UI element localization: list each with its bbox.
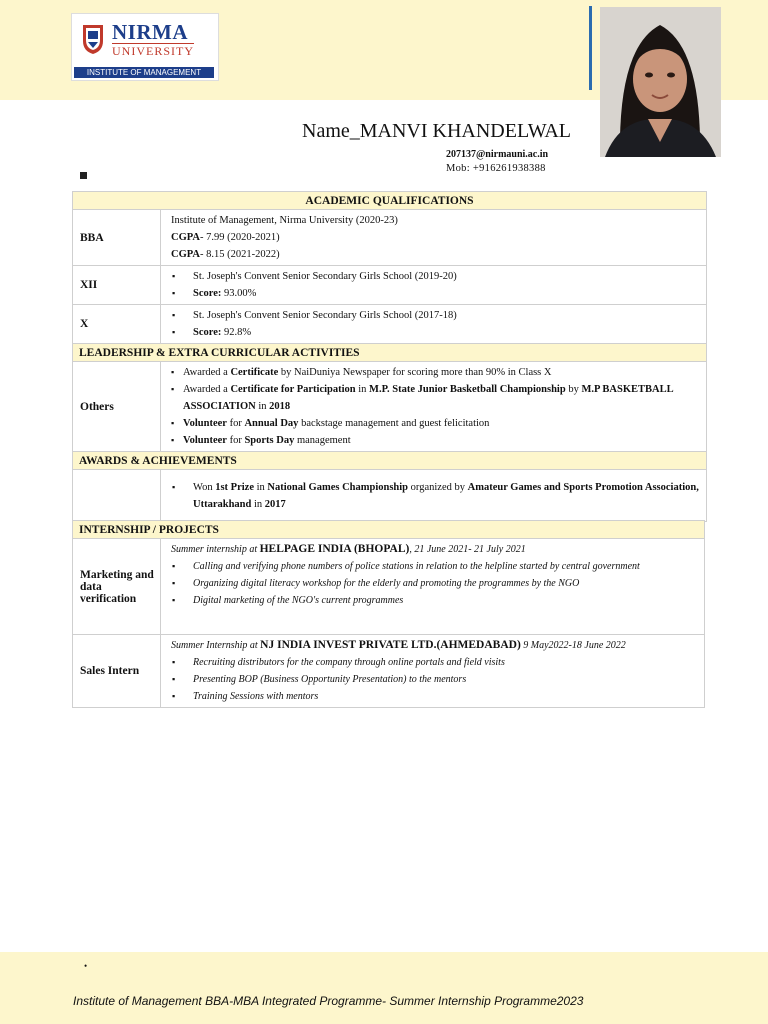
internship-header: INTERNSHIP / PROJECTS [73, 521, 705, 539]
xii-details [161, 266, 707, 305]
leadership-item-4: ▪ Volunteer for Sports Day management [171, 432, 700, 449]
sales-heading: Summer Internship at NJ INDIA INVEST PRIVATE LTD.(AHMEDABAD) 9 May2022-18 June 2022 [171, 639, 626, 651]
bba-cgpa-1: CGPA- 7.99 (2020-2021) [171, 232, 280, 243]
marketing-point-2: ▪ Organizing digital literacy workshop for the elderly and promoting the programmes by the NGO [171, 575, 698, 592]
marketing-point-1: ▪ Calling and verifying phone numbers of police stations in relation to the helpline started by central government [171, 558, 698, 575]
x-details [161, 305, 707, 344]
bba-institute: Institute of Management, Nirma University (2020-23) [171, 215, 398, 226]
sales-point-1: ▪ Recruiting distributors for the company through online portals and field visits [171, 654, 698, 671]
header-divider [589, 6, 592, 90]
qualifications-table [72, 191, 707, 522]
logo-strip: INSTITUTE OF MANAGEMENT [74, 67, 214, 78]
candidate-name: Name_MANVI KHANDELWAL [302, 120, 572, 142]
x-school: ▪ St. Joseph's Convent Senior Secondary Girls School (2017-18) [171, 307, 700, 324]
bba-cgpa-2: CGPA- 8.15 (2021-2022) [171, 249, 280, 260]
leadership-header: LEADERSHIP & EXTRA CURRICULAR ACTIVITIES [73, 344, 707, 362]
email-address: 207137@nirmauni.ac.in [446, 149, 549, 160]
square-bullet-icon [80, 172, 87, 179]
logo-brand: NIRMA [112, 20, 188, 44]
sales-details [161, 635, 705, 708]
logo-subtitle: UNIVERSITY [112, 44, 194, 58]
awards-header: AWARDS & ACHIEVEMENTS [73, 452, 707, 470]
awards-details [161, 470, 707, 522]
profile-photo [600, 7, 721, 157]
sales-point-2: ▪ Presenting BOP (Business Opportunity Presentation) to the mentors [171, 671, 698, 688]
marketing-details [161, 539, 705, 635]
row-label-marketing: Marketing and data verification [73, 539, 161, 635]
row-label-bba: BBA [73, 210, 161, 266]
academic-header: ACADEMIC QUALIFICATIONS [73, 192, 707, 210]
leadership-details [161, 362, 707, 452]
row-label-x: X [73, 305, 161, 344]
leadership-item-3: ▪ Volunteer for Annual Day backstage management and guest felicitation [171, 415, 700, 432]
internship-table [72, 520, 705, 708]
footer-band [0, 952, 768, 1024]
marketing-point-3: ▪ Digital marketing of the NGO's current programmes [171, 592, 698, 609]
university-crest-icon [81, 23, 105, 55]
portrait-image [600, 7, 721, 157]
footer-bullet: • [84, 961, 88, 971]
footer-text: Institute of Management BBA-MBA Integrated Programme- Summer Internship Programme2023 [73, 994, 584, 1008]
row-label-awards [73, 470, 161, 522]
row-label-xii: XII [73, 266, 161, 305]
nirma-logo [71, 13, 219, 81]
mobile-number: Mob: +916261938388 [446, 163, 546, 174]
xii-school: ▪ St. Joseph's Convent Senior Secondary Girls School (2019-20) [171, 268, 700, 285]
bba-details [161, 210, 707, 266]
marketing-heading: Summer internship at HELPAGE INDIA (BHOPAL), 21 June 2021- 21 July 2021 [171, 543, 526, 555]
x-score: ▪ Score: 92.8% [171, 324, 700, 341]
leadership-item-1: ▪ Awarded a Certificate by NaiDuniya Newspaper for scoring more than 90% in Class X [171, 364, 700, 381]
xii-score: ▪ Score: 93.00% [171, 285, 700, 302]
leadership-item-2: ▪ Awarded a Certificate for Participation in M.P. State Junior Basketball Championship by M.P BASKETBALL ASSOCIATION in 2018 [171, 381, 700, 415]
row-label-others: Others [73, 362, 161, 452]
sales-point-3: ▪ Training Sessions with mentors [171, 688, 698, 705]
row-label-sales: Sales Intern [73, 635, 161, 708]
award-item: ▪ Won 1st Prize in National Games Championship organized by Amateur Games and Sports Promotion Association, Uttarakhand in 2017 [171, 479, 700, 513]
